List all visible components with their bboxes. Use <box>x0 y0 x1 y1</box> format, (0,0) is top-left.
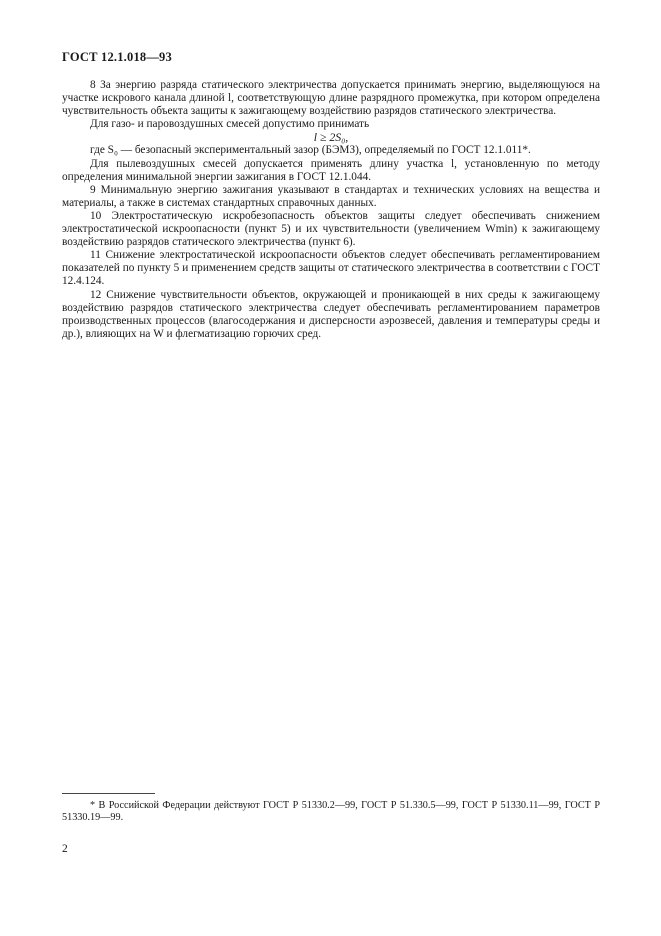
formula <box>62 131 600 144</box>
paragraph-dust-mixtures: Для пылевоздушных смесей допускается применять длину участка l, установленную по методу определения минимальной энергии зажигания в ГОСТ 12.1.044. <box>62 157 600 183</box>
paragraph-gas-mixtures: Для газо- и паровоздушных смесей допустимо принимать <box>90 118 370 131</box>
document-body <box>62 79 600 341</box>
paragraph-8: 8 За энергию разряда статического электричества допускается принимать энергию, выделяющуюся на участке искрового канала длиной l, соответствующую длине разрядного промежутка, при котором определена чувствительность объекта защиты к зажигающему воздействию разрядов статического электричества. <box>62 79 600 118</box>
footnote <box>62 800 600 825</box>
document-header: ГОСТ 12.1.018—93 <box>62 50 172 64</box>
paragraph-10: 10 Электростатическую искробезопасность объектов защиты следует обеспечивать снижением электростатической искроопасности (пункт 5) и их чувствительности (увеличением Wmin) к зажигающему воздействию разрядов статического электричества (пункт 6). <box>62 209 600 249</box>
footnote-text: * В Российской Федерации действуют ГОСТ Р 51330.2—99, ГОСТ Р 51.330.5—99, ГОСТ Р 51330.11—99, ГОСТ Р 51330.19—99. <box>62 800 600 824</box>
paragraph-12: 12 Снижение чувствительности объектов, окружающей и проникающей в них среды к зажигающему воздействию разрядов статического электричества следует обеспечивать регламентированием параметров производственных процессов (влагосодержания и дисперсности аэрозвесей, давления и температуры среды и др.), влияющих на W и флегматизацию горючих сред. <box>62 288 600 340</box>
paragraph-s0-definition: где S₀ — безопасный экспериментальный зазор (БЭМЗ), определяемый по ГОСТ 12.1.011*. <box>90 144 531 157</box>
page-number: 2 <box>62 843 68 855</box>
paragraph-11: 11 Снижение электростатической искроопасности объектов следует обеспечивать регламентированием показателей по пункту 5 и применением средств защиты от статического электричества в соответствии с ГОСТ 12.4.124. <box>62 249 600 288</box>
paragraph-9: 9 Минимальную энергию зажигания указывают в стандартах и технических условиях на вещества и материалы, а также в системах стандартных справочных данных. <box>62 183 600 209</box>
formula-text: l ≥ 2S₀, <box>313 130 349 145</box>
footnote-divider <box>62 793 155 794</box>
